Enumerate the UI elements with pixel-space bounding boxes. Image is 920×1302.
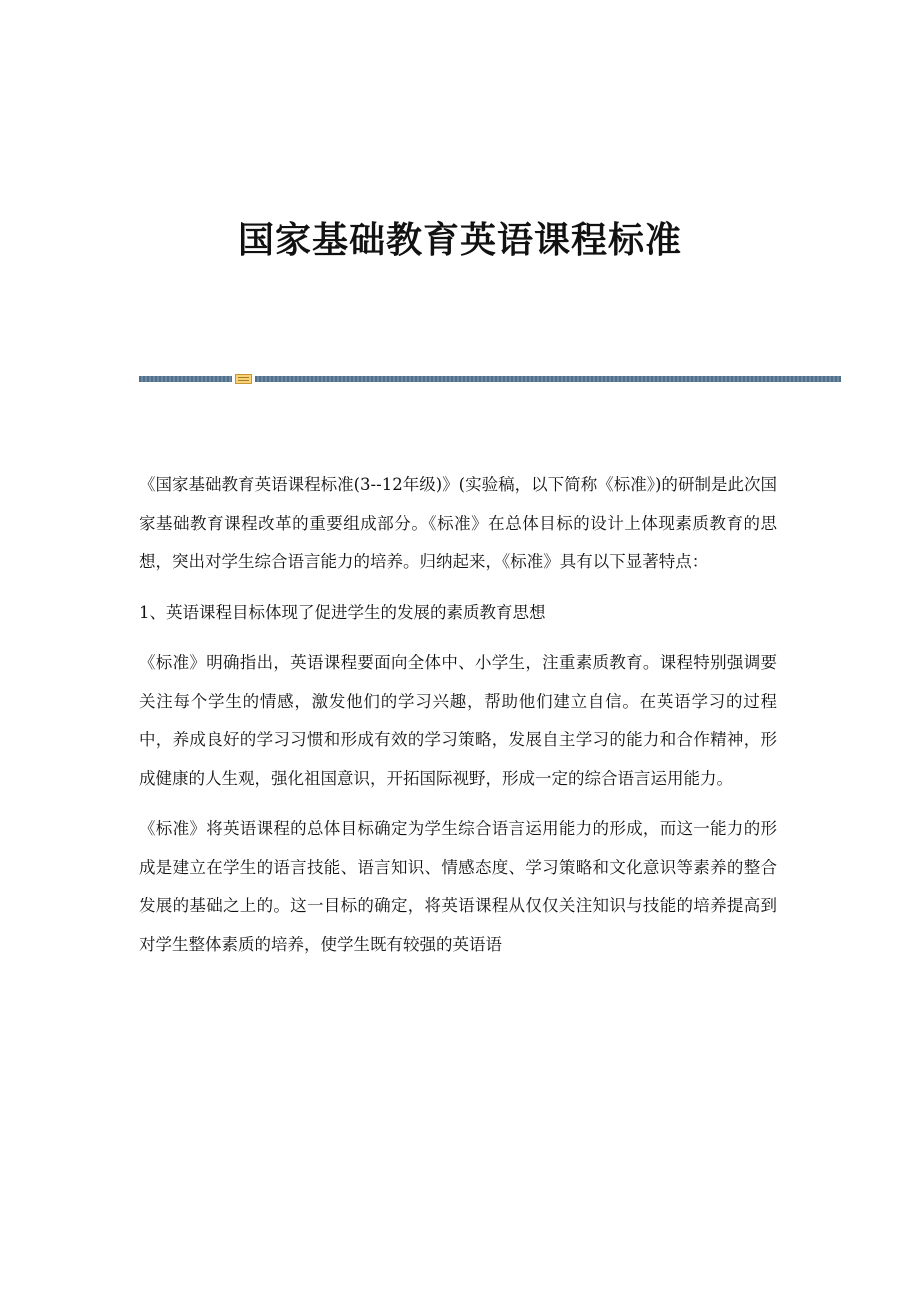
paragraph-body-1: 《标准》明确指出，英语课程要面向全体中、小学生，注重素质教育。课程特别强调要关注每个学生的情感，激发他们的学习兴趣，帮助他们建立自信。在英语学习的过程中，养成良好的学习习惯和形成有效的学习策略，发展自主学习的能力和合作精神，形成健康的人生观，强化祖国意识，开拓国际视野，形成一定的综合语言运用能力。 bbox=[139, 653, 777, 788]
paragraph-intro: 《国家基础教育英语课程标准(3--12年级)》(实验稿，以下简称《标准》)的研制是此次国家基础教育课程改革的重要组成部分。《标准》在总体目标的设计上体现素质教育的思想，突出对学生综合语言能力的培养。归纳起来，《标准》具有以下显著特点： bbox=[139, 475, 777, 571]
divider-bar-left bbox=[139, 376, 232, 382]
document-body bbox=[139, 466, 777, 976]
divider-ornament-icon bbox=[235, 374, 252, 384]
title-divider bbox=[139, 374, 841, 384]
section-heading-1: 1、英语课程目标体现了促进学生的发展的素质教育思想 bbox=[139, 602, 546, 622]
divider-bar-right bbox=[255, 376, 841, 382]
paragraph-body-2: 《标准》将英语课程的总体目标确定为学生综合语言运用能力的形成，而这一能力的形成是建立在学生的语言技能、语言知识、情感态度、学习策略和文化意识等素养的整合发展的基础之上的。这一目标的确定，将英语课程从仅仅关注知识与技能的培养提高到对学生整体素质的培养，使学生既有较强的英语语 bbox=[139, 819, 777, 954]
page-title: 国家基础教育英语课程标准 bbox=[237, 219, 682, 261]
